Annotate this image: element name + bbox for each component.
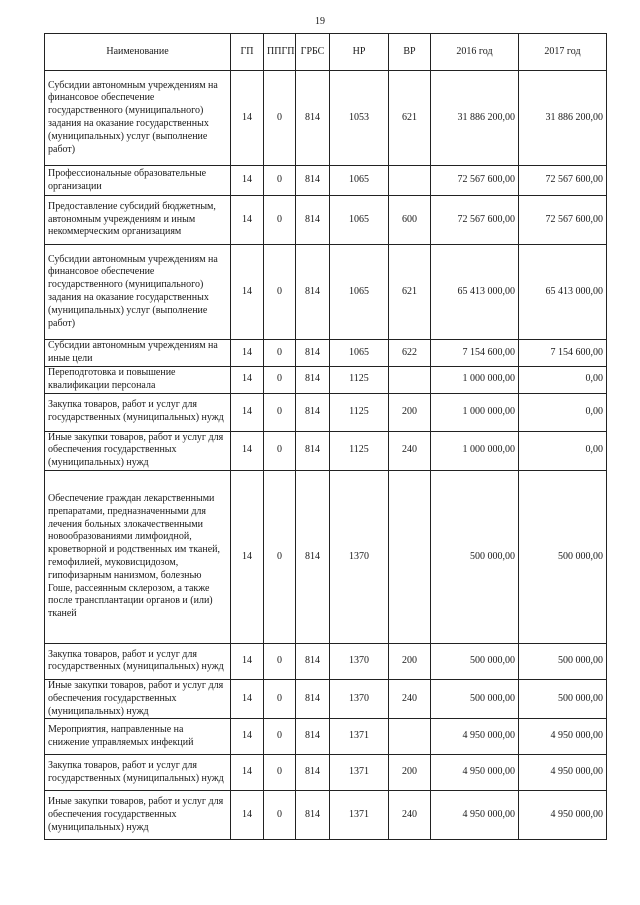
row-2017-amount: 65 413 000,00 [519, 245, 607, 340]
row-vr-cell [389, 166, 431, 196]
row-grbs-cell: 814 [296, 71, 330, 166]
row-2016-amount: 1 000 000,00 [431, 393, 519, 431]
row-2016-amount: 500 000,00 [431, 470, 519, 643]
row-2016-amount: 4 950 000,00 [431, 791, 519, 840]
row-2016-amount: 7 154 600,00 [431, 340, 519, 367]
row-name-cell: Обеспечение граждан лекарственными препаратами, предназначенными для лечения больных злокачественными новообразованиями лимфоидной, кроветворной и родственных им тканей, гемофилией, муковисцидозом, гипофизарным нанизмом, болезнью Гоше, рассеянным склерозом, а также после трансплантации органов и (или) тканей [45, 470, 231, 643]
row-nr-cell: 1125 [330, 367, 389, 394]
row-grbs-cell: 814 [296, 755, 330, 791]
row-vr-cell: 240 [389, 791, 431, 840]
row-name-cell: Субсидии автономным учреждениям на финансовое обеспечение государственного (муниципального) задания на оказание государственных (муниципальных) услуг (выполнение работ) [45, 71, 231, 166]
row-grbs-cell: 814 [296, 367, 330, 394]
row-vr-cell: 240 [389, 431, 431, 470]
column-header-2017: 2017 год [519, 34, 607, 71]
row-name-cell: Субсидии автономным учреждениям на иные цели [45, 340, 231, 367]
row-gp-cell: 14 [231, 679, 264, 718]
row-name-cell: Профессиональные образовательные организации [45, 166, 231, 196]
row-2017-amount: 500 000,00 [519, 643, 607, 679]
budget-table [44, 33, 607, 840]
row-2016-amount: 72 567 600,00 [431, 166, 519, 196]
row-2017-amount: 0,00 [519, 431, 607, 470]
table-row [45, 755, 607, 791]
row-2017-amount: 4 950 000,00 [519, 791, 607, 840]
row-ppgp-cell: 0 [264, 393, 296, 431]
row-2016-amount: 65 413 000,00 [431, 245, 519, 340]
row-vr-cell: 200 [389, 393, 431, 431]
row-gp-cell: 14 [231, 340, 264, 367]
row-ppgp-cell: 0 [264, 196, 296, 245]
row-2016-amount: 500 000,00 [431, 679, 519, 718]
column-header-name: Наименование [45, 34, 231, 71]
row-vr-cell: 621 [389, 71, 431, 166]
row-2016-amount: 72 567 600,00 [431, 196, 519, 245]
row-2017-amount: 4 950 000,00 [519, 755, 607, 791]
table-row [45, 679, 607, 718]
row-name-cell: Мероприятия, направленные на снижение управляемых инфекций [45, 719, 231, 755]
row-nr-cell: 1370 [330, 470, 389, 643]
row-grbs-cell: 814 [296, 791, 330, 840]
column-header-grbs: ГРБС [296, 34, 330, 71]
row-2017-amount: 0,00 [519, 393, 607, 431]
row-name-cell: Иные закупки товаров, работ и услуг для обеспечения государственных (муниципальных) нужд [45, 431, 231, 470]
table-row [45, 791, 607, 840]
row-2016-amount: 4 950 000,00 [431, 755, 519, 791]
row-vr-cell: 621 [389, 245, 431, 340]
row-gp-cell: 14 [231, 245, 264, 340]
row-2017-amount: 500 000,00 [519, 470, 607, 643]
column-header-2016: 2016 год [431, 34, 519, 71]
table-row [45, 71, 607, 166]
row-nr-cell: 1371 [330, 719, 389, 755]
row-2017-amount: 0,00 [519, 367, 607, 394]
row-2016-amount: 31 886 200,00 [431, 71, 519, 166]
row-ppgp-cell: 0 [264, 791, 296, 840]
row-grbs-cell: 814 [296, 679, 330, 718]
row-ppgp-cell: 0 [264, 643, 296, 679]
row-vr-cell [389, 367, 431, 394]
row-nr-cell: 1125 [330, 431, 389, 470]
row-gp-cell: 14 [231, 393, 264, 431]
column-header-vr: ВР [389, 34, 431, 71]
table-row [45, 431, 607, 470]
row-2016-amount: 1 000 000,00 [431, 367, 519, 394]
row-nr-cell: 1053 [330, 71, 389, 166]
row-gp-cell: 14 [231, 719, 264, 755]
row-gp-cell: 14 [231, 755, 264, 791]
row-name-cell: Закупка товаров, работ и услуг для государственных (муниципальных) нужд [45, 643, 231, 679]
row-ppgp-cell: 0 [264, 755, 296, 791]
table-row [45, 719, 607, 755]
row-2016-amount: 4 950 000,00 [431, 719, 519, 755]
row-gp-cell: 14 [231, 196, 264, 245]
row-nr-cell: 1065 [330, 340, 389, 367]
row-gp-cell: 14 [231, 71, 264, 166]
row-grbs-cell: 814 [296, 166, 330, 196]
row-ppgp-cell: 0 [264, 245, 296, 340]
row-2017-amount: 72 567 600,00 [519, 196, 607, 245]
row-2017-amount: 31 886 200,00 [519, 71, 607, 166]
row-2017-amount: 4 950 000,00 [519, 719, 607, 755]
row-name-cell: Иные закупки товаров, работ и услуг для обеспечения государственных (муниципальных) нужд [45, 679, 231, 718]
table-row [45, 470, 607, 643]
row-name-cell: Переподготовка и повышение квалификации персонала [45, 367, 231, 394]
row-grbs-cell: 814 [296, 470, 330, 643]
row-name-cell: Закупка товаров, работ и услуг для государственных (муниципальных) нужд [45, 393, 231, 431]
row-nr-cell: 1065 [330, 245, 389, 340]
table-header-row [45, 34, 607, 71]
row-name-cell: Иные закупки товаров, работ и услуг для обеспечения государственных (муниципальных) нужд [45, 791, 231, 840]
row-ppgp-cell: 0 [264, 679, 296, 718]
row-vr-cell [389, 719, 431, 755]
row-ppgp-cell: 0 [264, 166, 296, 196]
row-ppgp-cell: 0 [264, 431, 296, 470]
row-name-cell: Субсидии автономным учреждениям на финансовое обеспечение государственного (муниципального) задания на оказание государственных (муниципальных) услуг (выполнение работ) [45, 245, 231, 340]
row-grbs-cell: 814 [296, 393, 330, 431]
row-vr-cell: 600 [389, 196, 431, 245]
table-row [45, 367, 607, 394]
row-2016-amount: 500 000,00 [431, 643, 519, 679]
row-2017-amount: 72 567 600,00 [519, 166, 607, 196]
row-gp-cell: 14 [231, 791, 264, 840]
row-2017-amount: 500 000,00 [519, 679, 607, 718]
row-grbs-cell: 814 [296, 431, 330, 470]
column-header-ppgp: ППГП [264, 34, 296, 71]
table-body [45, 71, 607, 840]
table-row [45, 196, 607, 245]
table-row [45, 166, 607, 196]
row-nr-cell: 1370 [330, 679, 389, 718]
row-ppgp-cell: 0 [264, 719, 296, 755]
row-vr-cell: 200 [389, 755, 431, 791]
row-nr-cell: 1370 [330, 643, 389, 679]
row-ppgp-cell: 0 [264, 71, 296, 166]
row-vr-cell [389, 470, 431, 643]
row-nr-cell: 1125 [330, 393, 389, 431]
table-row [45, 340, 607, 367]
page-number: 19 [315, 16, 325, 27]
row-nr-cell: 1371 [330, 755, 389, 791]
row-grbs-cell: 814 [296, 719, 330, 755]
row-gp-cell: 14 [231, 166, 264, 196]
row-nr-cell: 1065 [330, 166, 389, 196]
column-header-nr: НР [330, 34, 389, 71]
row-ppgp-cell: 0 [264, 470, 296, 643]
row-gp-cell: 14 [231, 470, 264, 643]
row-vr-cell: 200 [389, 643, 431, 679]
row-grbs-cell: 814 [296, 643, 330, 679]
row-2016-amount: 1 000 000,00 [431, 431, 519, 470]
table-row [45, 643, 607, 679]
column-header-gp: ГП [231, 34, 264, 71]
row-nr-cell: 1065 [330, 196, 389, 245]
row-grbs-cell: 814 [296, 196, 330, 245]
row-vr-cell: 240 [389, 679, 431, 718]
row-2017-amount: 7 154 600,00 [519, 340, 607, 367]
row-gp-cell: 14 [231, 431, 264, 470]
row-nr-cell: 1371 [330, 791, 389, 840]
row-ppgp-cell: 0 [264, 340, 296, 367]
table-row [45, 245, 607, 340]
row-grbs-cell: 814 [296, 245, 330, 340]
table-row [45, 393, 607, 431]
row-gp-cell: 14 [231, 367, 264, 394]
row-ppgp-cell: 0 [264, 367, 296, 394]
row-name-cell: Закупка товаров, работ и услуг для государственных (муниципальных) нужд [45, 755, 231, 791]
row-grbs-cell: 814 [296, 340, 330, 367]
row-vr-cell: 622 [389, 340, 431, 367]
row-gp-cell: 14 [231, 643, 264, 679]
row-name-cell: Предоставление субсидий бюджетным, автономным учреждениям и иным некоммерческим организациям [45, 196, 231, 245]
